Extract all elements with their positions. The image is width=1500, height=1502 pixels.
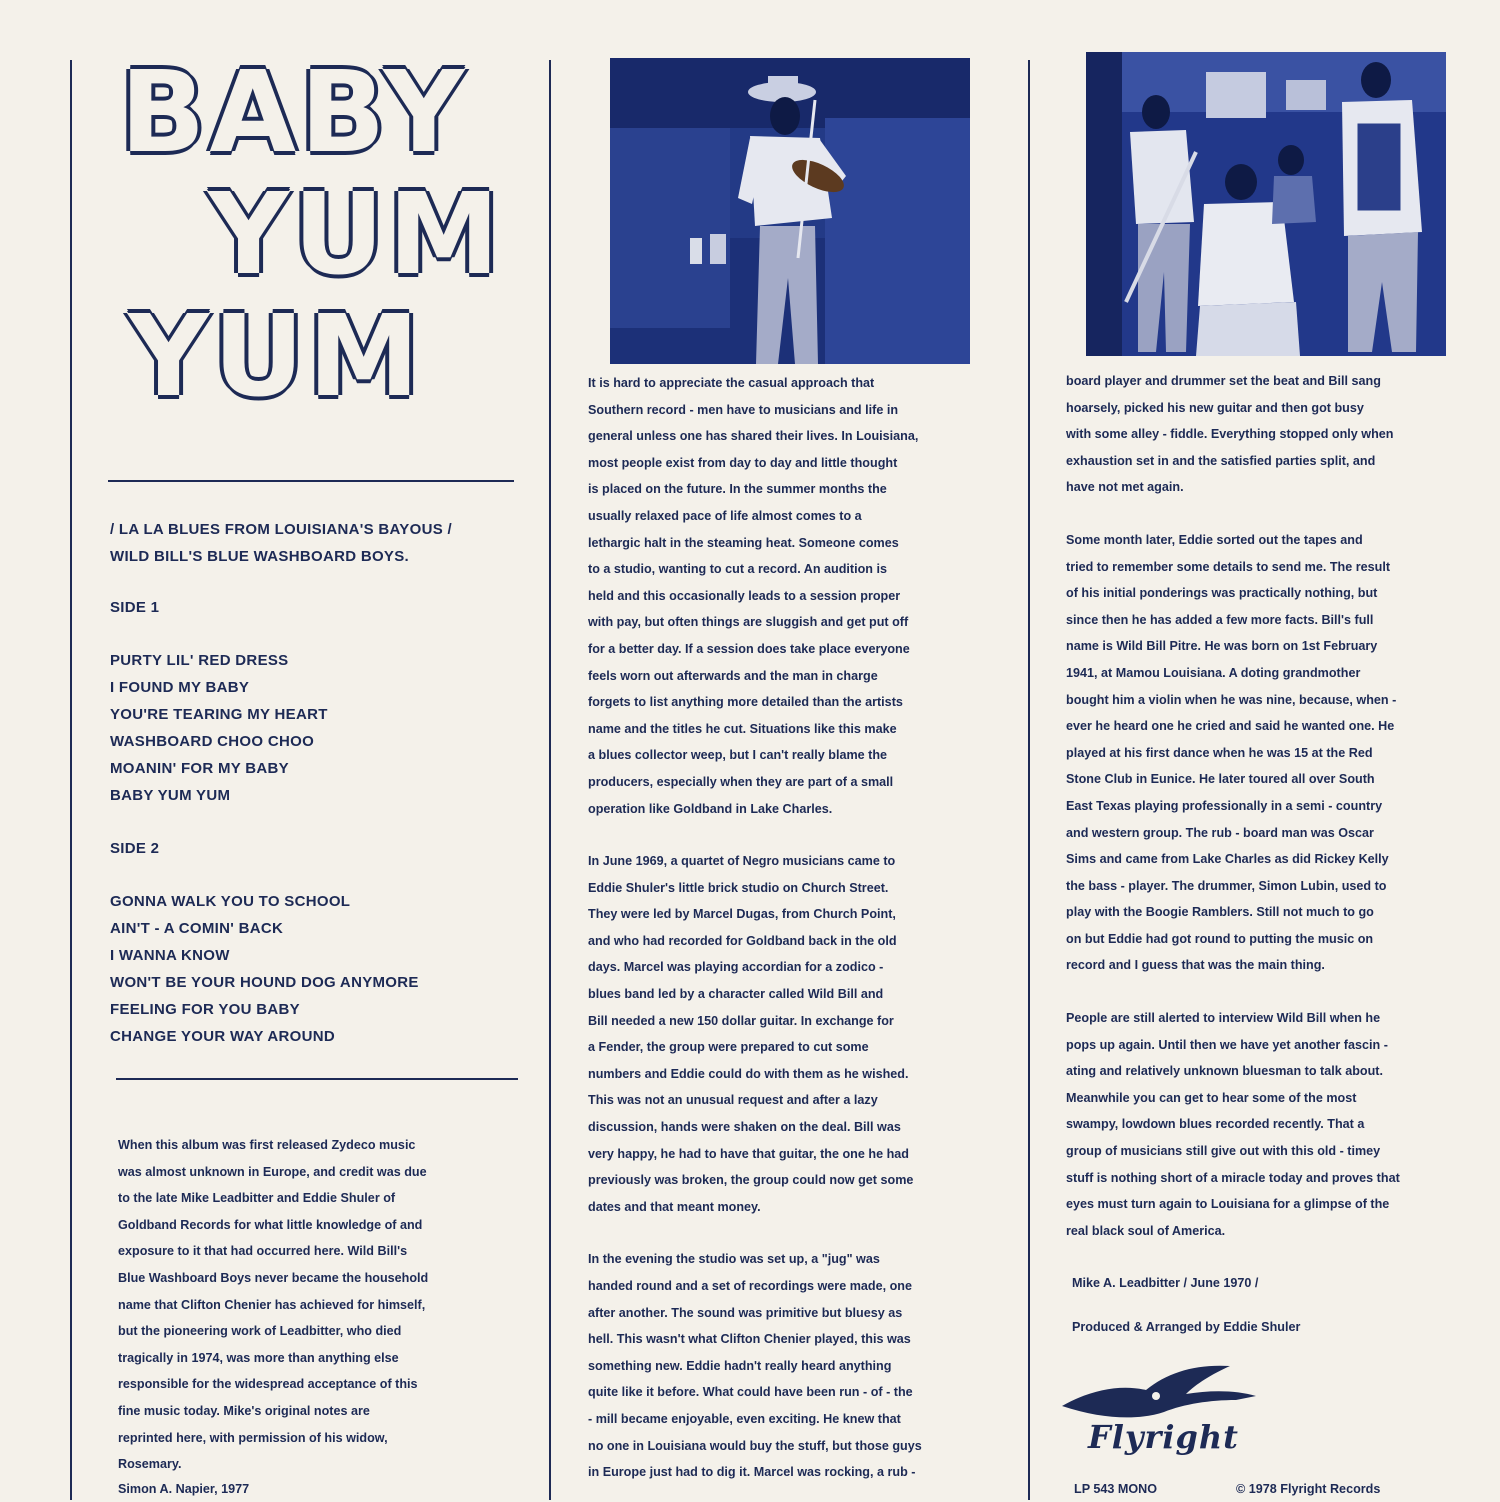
text-line: real black soul of America. [1066, 1223, 1226, 1238]
text-line: most people exist from day to day and little thought [588, 455, 898, 470]
text-line: name and the titles he cut. Situations like this make [588, 721, 897, 736]
text-line: Bill needed a new 150 dollar guitar. In exchange for [588, 1013, 894, 1028]
title-line-1: BABY [120, 48, 469, 178]
text-line: bought him a violin when he was nine, because, when - [1066, 692, 1397, 707]
text-line: - mill became enjoyable, even exciting. He knew that [588, 1411, 901, 1426]
track-item: PURTY LIL' RED DRESS [110, 652, 289, 669]
flyright-logo [1060, 1360, 1270, 1470]
liner-paragraph-6 [1066, 1005, 1486, 1244]
text-line: of his initial ponderings was practically nothing, but [1066, 586, 1378, 601]
text-line: general unless one has shared their lives. In Louisiana, [588, 429, 919, 444]
text-line: something new. Eddie hadn't really heard anything [588, 1358, 892, 1373]
paragraph-gap [1066, 979, 1486, 1005]
text-line: with some alley - fiddle. Everything stopped only when [1066, 427, 1394, 442]
text-line: to a studio, wanting to cut a record. An audition is [588, 562, 887, 577]
text-line: handed round and a set of recordings were made, one [588, 1279, 913, 1293]
liner-paragraph-5 [1066, 527, 1486, 979]
text-line: Eddie Shuler's little brick studio on Church Street. [588, 880, 889, 895]
text-line: swampy, lowdown blues recorded recently. That a [1066, 1117, 1365, 1132]
track-item: GONNA WALK YOU TO SCHOOL [110, 893, 351, 910]
text-line: hell. This wasn't what Clifton Chenier played, this was [588, 1332, 911, 1347]
text-line: usually relaxed pace of life almost comes to a [588, 508, 862, 523]
text-line: Blue Washboard Boys never became the household [118, 1270, 429, 1285]
intro-note-signature: Simon A. Napier, 1977 [118, 1481, 250, 1496]
text-line: In the evening the studio was set up, a "jug" was [588, 1252, 880, 1267]
title-divider [108, 480, 514, 482]
text-line: pops up again. Until then we have yet another fascin - [1066, 1037, 1388, 1052]
text-line: in Europe just had to dig it. Marcel was rocking, a rub - [588, 1465, 916, 1480]
text-line: days. Marcel was playing accordian for a zodico - [588, 960, 884, 975]
text-line: held and this occasionally leads to a session proper [588, 588, 901, 603]
text-line: but the pioneering work of Leadbitter, who died [118, 1324, 402, 1339]
paragraph-gap [588, 1220, 1008, 1246]
text-line: have not met again. [1066, 480, 1184, 495]
text-line: played at his first dance when he was 15 at the Red [1066, 745, 1373, 760]
text-line: is placed on the future. In the summer months the [588, 482, 887, 497]
text-line: record and I guess that was the main thing. [1066, 958, 1325, 973]
text-line: fine music today. Mike's original notes are [118, 1403, 370, 1418]
text-line: responsible for the widespread acceptance of this [118, 1377, 418, 1392]
text-line: 1941, at Mamou Louisiana. A doting grandmother [1066, 665, 1361, 680]
text-line: Rosemary. [118, 1457, 182, 1472]
liner-notes-right [1066, 368, 1486, 1341]
text-line: Stone Club in Eunice. He later toured all over South [1066, 772, 1375, 787]
track-item: I FOUND MY BABY [110, 679, 250, 696]
column-divider-left [70, 60, 72, 1500]
band-photo-image [1086, 52, 1446, 356]
title-line-2: YUM [208, 170, 504, 300]
text-line: eyes must turn again to Louisiana for a glimpse of the [1066, 1197, 1390, 1212]
text-line: feels worn out afterwards and the man in charge [588, 668, 878, 683]
title-line-3: YUM [128, 292, 424, 422]
text-line: exposure to it that had occurred here. Wild Bill's [118, 1244, 408, 1259]
side-1-tracklist [110, 647, 530, 809]
producer-credit: Produced & Arranged by Eddie Shuler [1072, 1320, 1301, 1334]
text-line: play with the Boogie Ramblers. Still not much to go [1066, 905, 1374, 920]
text-line: It is hard to appreciate the casual approach that [588, 376, 875, 390]
paragraph-gap [1066, 501, 1486, 527]
text-line: the bass - player. The drummer, Simon Lubin, used to [1066, 878, 1387, 893]
intro-note-text [118, 1132, 528, 1478]
text-line: Goldband Records for what little knowledge of and [118, 1217, 423, 1232]
paragraph-gap [588, 822, 1008, 848]
liner-paragraph-4 [1066, 368, 1486, 501]
track-item: MOANIN' FOR MY BABY [110, 760, 289, 777]
text-line: after another. The sound was primitive but bluesy as [588, 1305, 903, 1320]
side-1-heading: SIDE 1 [110, 599, 160, 616]
text-line: forgets to list anything more detailed than the artists [588, 695, 903, 710]
text-line: stuff is nothing short of a miracle today and proves that [1066, 1170, 1400, 1185]
text-line: and who had recorded for Goldband back in the old [588, 933, 897, 948]
text-line: group of musicians still give out with this old - timey [1066, 1144, 1381, 1159]
side-2-tracklist [110, 888, 530, 1050]
text-line: Some month later, Eddie sorted out the tapes and [1066, 532, 1363, 547]
text-line: previously was broken, the group could now get some [588, 1173, 914, 1188]
text-line: Meanwhile you can get to hear some of the most [1066, 1090, 1357, 1105]
text-line: no one in Louisiana would buy the stuff, but those guys [588, 1438, 922, 1453]
text-line: This was not an unusual request and after a lazy [588, 1093, 878, 1108]
text-line: since then he has added a few more facts. Bill's full [1066, 612, 1374, 627]
text-line: discussion, hands were shaken on the deal. Bill was [588, 1120, 901, 1135]
fiddler-photo [610, 58, 970, 364]
text-line: Sims and came from Lake Charles as did Rickey Kelly [1066, 852, 1389, 867]
text-line: East Texas playing professionally in a semi - country [1066, 798, 1383, 813]
track-item: YOU'RE TEARING MY HEART [110, 706, 328, 723]
track-item: AIN'T - A COMIN' BACK [110, 920, 284, 937]
text-line: blues band led by a character called Wild Bill and [588, 987, 884, 1002]
text-line: numbers and Eddie could do with them as he wished. [588, 1066, 909, 1081]
text-line: and western group. The rub - board man was Oscar [1066, 825, 1374, 840]
paragraph-gap [1066, 1244, 1486, 1270]
side-2-heading: SIDE 2 [110, 840, 160, 857]
intro-note [118, 1132, 528, 1502]
track-item: WASHBOARD CHOO CHOO [110, 733, 315, 750]
text-line: People are still alerted to interview Wild Bill when he [1066, 1011, 1381, 1026]
column-divider-middle [549, 60, 551, 1500]
text-line: tragically in 1974, was more than anything else [118, 1350, 399, 1365]
text-line: was almost unknown in Europe, and credit was due [118, 1164, 427, 1179]
text-line: name is Wild Bill Pitre. He was born on 1st February [1066, 639, 1378, 654]
text-line: producers, especially when they are part of a small [588, 774, 894, 789]
subtitle-line-2: WILD BILL'S BLUE WASHBOARD BOYS. [110, 548, 409, 565]
tracklist-section [110, 516, 530, 1050]
track-item: CHANGE YOUR WAY AROUND [110, 1028, 335, 1045]
track-item: WON'T BE YOUR HOUND DOG ANYMORE [110, 974, 419, 991]
text-line: for a better day. If a session does take place everyone [588, 641, 910, 656]
text-line: dates and that meant money. [588, 1199, 761, 1214]
text-line: tried to remember some details to send me. The result [1066, 559, 1391, 574]
text-line: lethargic halt in the steaming heat. Someone comes [588, 535, 899, 550]
text-line: name that Clifton Chenier has achieved for himself, [118, 1297, 426, 1312]
track-item: BABY YUM YUM [110, 787, 231, 804]
liner-paragraph-1 [588, 370, 1008, 822]
text-line: operation like Goldband in Lake Charles. [588, 801, 833, 816]
text-line: ating and relatively unknown bluesman to talk about. [1066, 1064, 1383, 1079]
text-line: In June 1969, a quartet of Negro musicians came to [588, 854, 896, 869]
tracklist-divider [116, 1078, 518, 1080]
text-line: on but Eddie had got round to putting the music on [1066, 931, 1374, 946]
text-line: to the late Mike Leadbitter and Eddie Shuler of [118, 1191, 396, 1206]
column-divider-right [1028, 60, 1030, 1500]
liner-paragraph-2 [588, 848, 1008, 1220]
text-line: Southern record - men have to musicians and life in [588, 402, 899, 417]
text-line: board player and drummer set the beat and Bill sang [1066, 374, 1381, 388]
liner-notes-middle [588, 370, 1008, 1486]
text-line: a blues collector weep, but I can't really blame the [588, 748, 888, 763]
liner-author: Mike A. Leadbitter / June 1970 / [1072, 1276, 1259, 1291]
text-line: When this album was first released Zydeco music [118, 1138, 416, 1152]
text-line: very happy, he had to have that guitar, the one he had [588, 1146, 909, 1161]
text-line: hoarsely, picked his new guitar and then got busy [1066, 400, 1364, 415]
text-line: quite like it before. What could have been run - of - the [588, 1385, 913, 1400]
copyright-notice: © 1978 Flyright Records [1236, 1482, 1381, 1496]
text-line: a Fender, the group were prepared to cut some [588, 1040, 869, 1055]
liner-paragraph-3 [588, 1246, 1008, 1485]
text-line: They were led by Marcel Dugas, from Church Point, [588, 907, 896, 922]
track-item: I WANNA KNOW [110, 947, 230, 964]
track-item: FEELING FOR YOU BABY [110, 1001, 300, 1018]
text-line: exhaustion set in and the satisfied parties split, and [1066, 453, 1376, 468]
catalog-number: LP 543 MONO [1074, 1482, 1158, 1496]
album-title [120, 48, 520, 422]
text-line: with pay, but often things are sluggish and get put off [588, 615, 909, 630]
text-line: reprinted here, with permission of his widow, [118, 1430, 388, 1445]
band-photo [1086, 52, 1446, 356]
fiddler-photo-image [610, 58, 970, 364]
text-line: ever he heard one he cried and said he wanted one. He [1066, 719, 1395, 734]
subtitle-line-1: / LA LA BLUES FROM LOUISIANA'S BAYOUS / [110, 521, 452, 538]
label-logo-text: Flyright [1088, 1418, 1239, 1456]
